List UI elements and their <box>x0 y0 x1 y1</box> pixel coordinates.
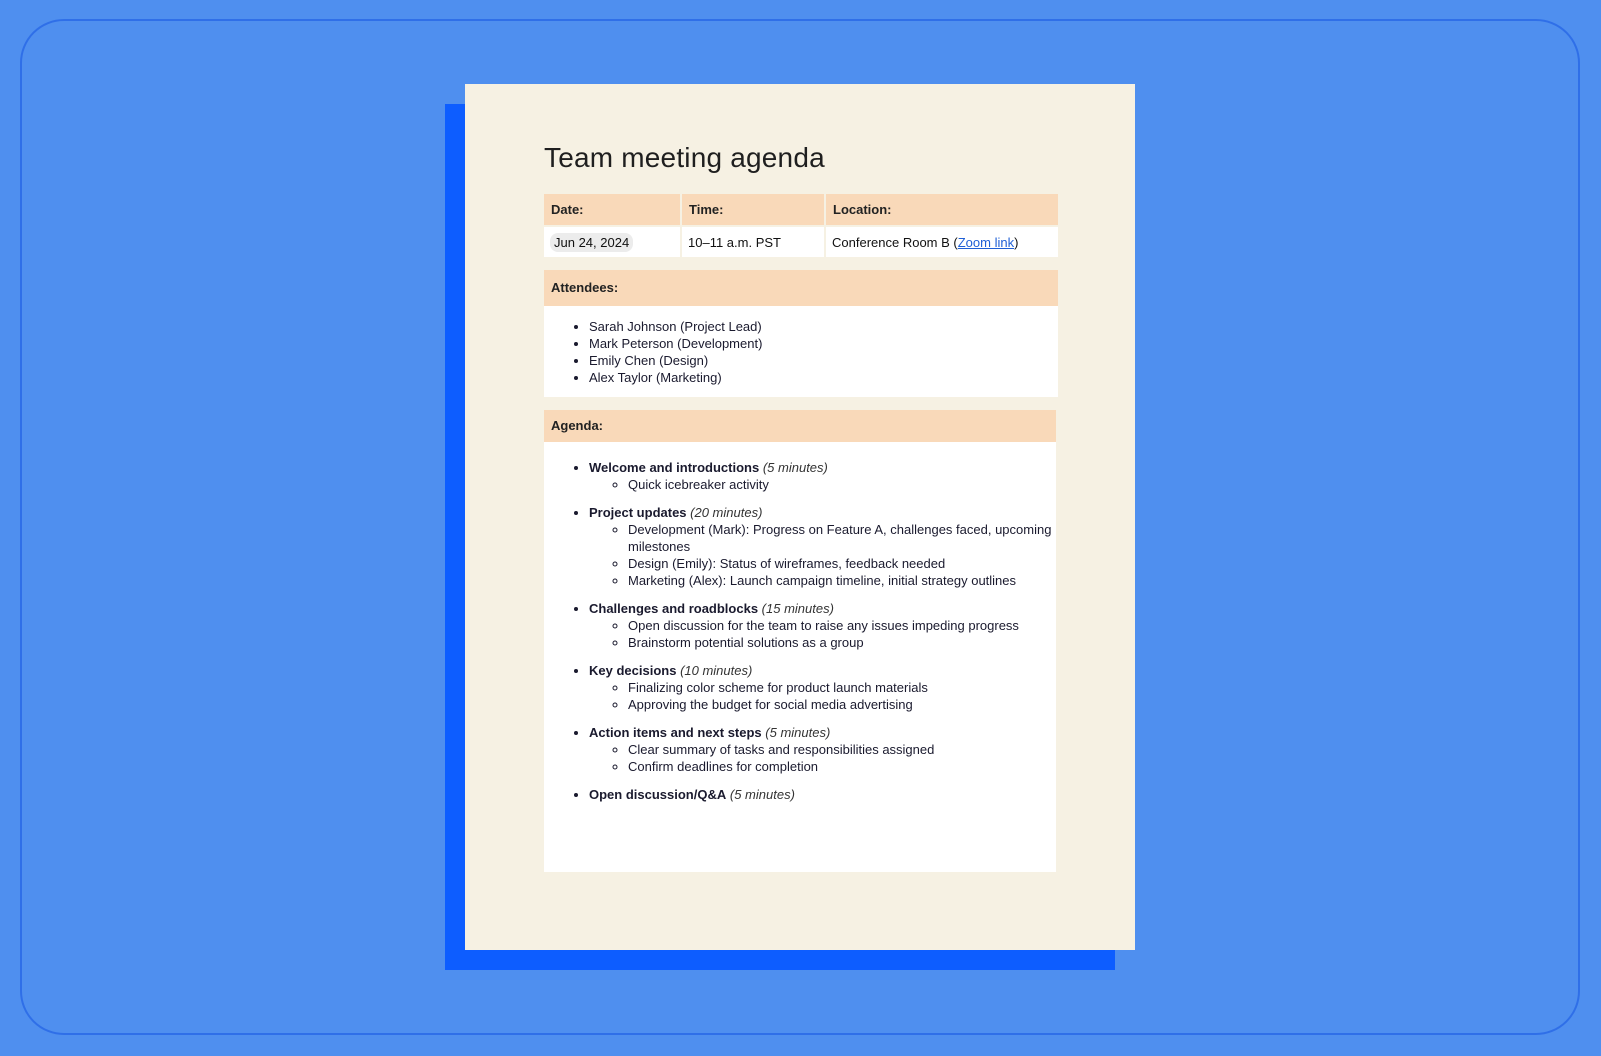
agenda-subitem: ◦ Design (Emily): Status of wireframes, feedback needed <box>628 555 1056 572</box>
agenda-item <box>589 724 1056 775</box>
date-chip[interactable]: Jun 24, 2024 <box>550 233 633 252</box>
agenda-subitems <box>589 521 1056 589</box>
agenda-subitem: ◦ Open discussion for the team to raise any issues impeding progress <box>628 617 1056 634</box>
agenda-item-title: Project updates <box>589 505 687 520</box>
attendee-item: • Mark Peterson (Development) <box>589 335 1058 352</box>
agenda-subitems <box>589 741 1056 775</box>
location-header: Location: <box>825 194 1058 226</box>
location-text: Conference Room B ( <box>832 234 958 250</box>
agenda-header: Agenda: <box>544 410 1056 442</box>
agenda-item-title: Welcome and introductions <box>589 460 760 475</box>
agenda-list <box>544 459 1056 803</box>
agenda-subitem: ◦ Finalizing color scheme for product launch materials <box>628 679 1056 696</box>
zoom-link[interactable]: Zoom link <box>957 234 1015 250</box>
agenda-subitem: ◦ Brainstorm potential solutions as a group <box>628 634 1056 651</box>
agenda-item-duration: (5 minutes) <box>762 460 828 475</box>
agenda-item <box>589 504 1056 589</box>
attendees-section <box>544 306 1058 397</box>
location-suffix: ) <box>1014 234 1019 250</box>
agenda-subitems <box>589 617 1056 651</box>
agenda-subitem: ◦ Confirm deadlines for completion <box>628 758 1056 775</box>
agenda-subitems <box>589 476 1056 493</box>
agenda-item-duration: (5 minutes) <box>729 787 795 802</box>
agenda-item-title: Open discussion/Q&A <box>589 787 727 802</box>
agenda-item-duration: (5 minutes) <box>765 725 831 740</box>
attendee-item: • Alex Taylor (Marketing) <box>589 369 1058 386</box>
agenda-item <box>589 786 1056 803</box>
document-content <box>544 138 1058 872</box>
agenda-item <box>589 600 1056 651</box>
time-header: Time: <box>681 194 825 226</box>
agenda-item-title: Challenges and roadblocks <box>589 601 759 616</box>
attendees-header: Attendees: <box>544 270 1058 306</box>
agenda-item-title: Action items and next steps <box>589 725 762 740</box>
agenda-subitem: ◦ Quick icebreaker activity <box>628 476 1056 493</box>
meeting-details-table <box>544 194 1058 257</box>
date-cell <box>544 226 681 257</box>
agenda-subitem: ◦ Marketing (Alex): Launch campaign timeline, initial strategy outlines <box>628 572 1056 589</box>
location-cell <box>825 226 1058 257</box>
time-cell: 10–11 a.m. PST <box>681 226 825 257</box>
agenda-item-duration: (20 minutes) <box>690 505 763 520</box>
agenda-subitem: ◦ Clear summary of tasks and responsibilities assigned <box>628 741 1056 758</box>
agenda-section <box>544 442 1056 872</box>
agenda-item-duration: (10 minutes) <box>680 663 753 678</box>
attendees-list <box>544 318 1058 386</box>
page-title: Team meeting agenda <box>544 142 825 173</box>
document-page <box>465 84 1135 950</box>
agenda-item-duration: (15 minutes) <box>761 601 834 616</box>
date-header: Date: <box>544 194 681 226</box>
agenda-item <box>589 662 1056 713</box>
agenda-subitems <box>589 679 1056 713</box>
attendee-item: • Emily Chen (Design) <box>589 352 1058 369</box>
agenda-subitem: ◦ Approving the budget for social media advertising <box>628 696 1056 713</box>
agenda-item-title: Key decisions <box>589 663 677 678</box>
attendee-item: • Sarah Johnson (Project Lead) <box>589 318 1058 335</box>
agenda-item <box>589 459 1056 493</box>
agenda-subitem: ◦ Development (Mark): Progress on Feature A, challenges faced, upcoming milestones <box>628 521 1056 555</box>
